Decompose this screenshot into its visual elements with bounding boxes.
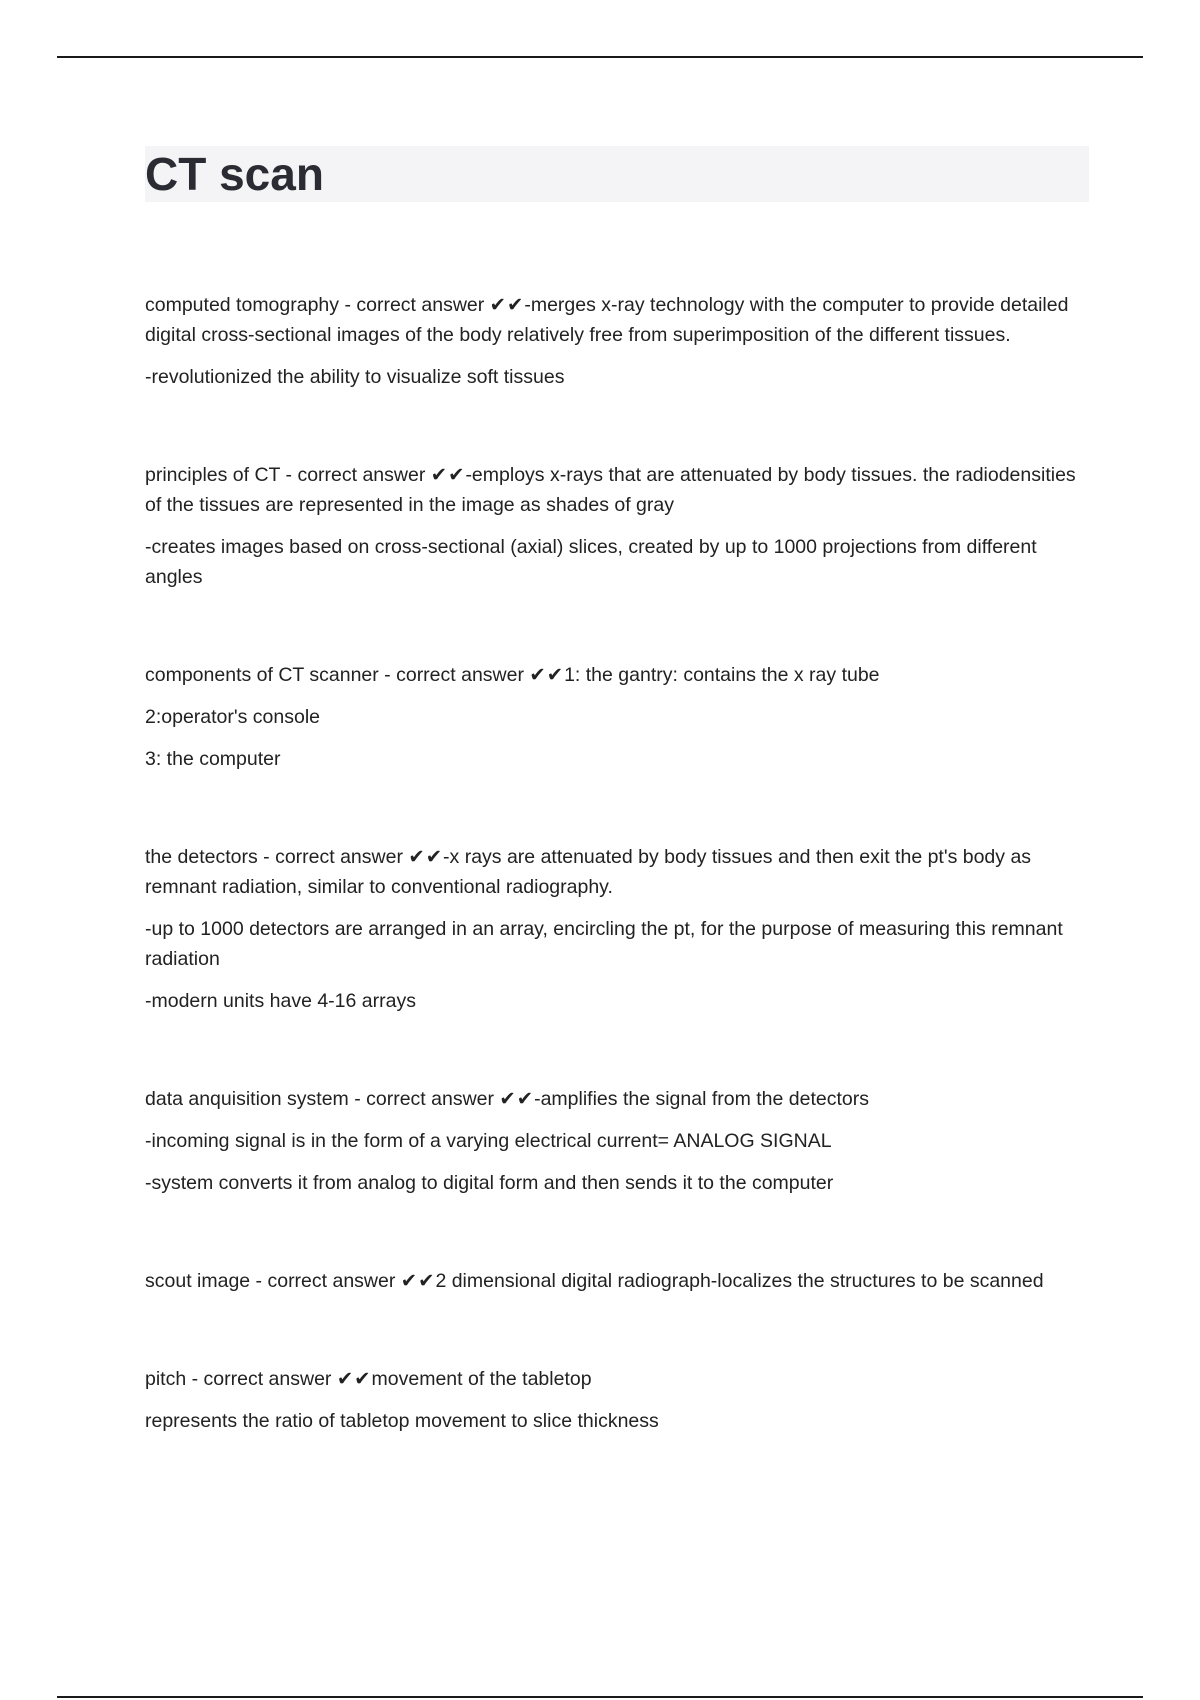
flashcard	[145, 1364, 1085, 1436]
flashcard	[145, 660, 1085, 774]
double-check-icon: ✔✔	[408, 846, 444, 868]
correct-answer-label: - correct answer	[339, 294, 490, 316]
answer-text: -revolutionized the ability to visualize soft tissues	[145, 366, 565, 388]
flashcard	[145, 1084, 1085, 1198]
flashcard-term: computed tomography	[145, 294, 340, 316]
flashcard-list	[145, 290, 1085, 1504]
flashcard-answer-line	[145, 986, 1085, 1016]
correct-answer-label: - correct answer	[348, 1088, 500, 1110]
answer-text: -merges x-ray technology with the computer to provide detailed digital cross-sectional images of the body relatively free from superimposition of the different tissues.	[145, 294, 1069, 346]
double-check-icon: ✔✔	[430, 464, 466, 486]
answer-text: -up to 1000 detectors are arranged in an array, encircling the pt, for the purpose of measuring this remnant radiation	[145, 918, 1063, 970]
correct-answer-label: - correct answer	[250, 1270, 401, 1292]
double-check-icon: ✔✔	[529, 664, 565, 686]
flashcard-answer-line	[145, 744, 1085, 774]
flashcard-question	[145, 1084, 1085, 1114]
answer-text: -amplifies the signal from the detectors	[534, 1088, 869, 1110]
flashcard-answer-line	[145, 1168, 1085, 1198]
answer-text: 3: the computer	[145, 748, 281, 770]
answer-text: -employs x-rays that are attenuated by body tissues. the radiodensities of the tissues are represented in the image as shades of gray	[145, 464, 1076, 516]
flashcard-term: the detectors	[145, 846, 258, 868]
correct-answer-label: - correct answer	[186, 1368, 337, 1390]
flashcard-answer-line	[145, 532, 1085, 592]
answer-text: 2:operator's console	[145, 706, 320, 728]
answer-text: -incoming signal is in the form of a varying electrical current= ANALOG SIGNAL	[145, 1130, 832, 1152]
flashcard-term: principles of CT	[145, 464, 281, 486]
flashcard-question	[145, 660, 1085, 690]
double-check-icon: ✔✔	[336, 1368, 372, 1390]
flashcard-answer-line	[145, 362, 1085, 392]
answer-text: -creates images based on cross-sectional (axial) slices, created by up to 1000 projections from different angles	[145, 536, 1037, 588]
flashcard	[145, 1266, 1085, 1296]
flashcard-question	[145, 460, 1085, 520]
answer-text: 1: the gantry: contains the x ray tube	[564, 664, 880, 686]
flashcard-answer-line	[145, 702, 1085, 732]
correct-answer-label: - correct answer	[280, 464, 431, 486]
flashcard	[145, 842, 1085, 1016]
top-rule	[57, 56, 1143, 58]
flashcard	[145, 460, 1085, 592]
flashcard-question	[145, 290, 1085, 350]
flashcard-term: pitch	[145, 1368, 187, 1390]
double-check-icon: ✔✔	[400, 1270, 436, 1292]
flashcard-question	[145, 1266, 1085, 1296]
page-title: CT scan	[145, 148, 324, 200]
answer-text: -x rays are attenuated by body tissues and then exit the pt's body as remnant radiation, similar to conventional radiography.	[145, 846, 1032, 898]
answer-text: -modern units have 4-16 arrays	[145, 990, 416, 1012]
flashcard-answer-line	[145, 1406, 1085, 1436]
double-check-icon: ✔✔	[499, 1088, 535, 1110]
answer-text: represents the ratio of tabletop movement to slice thickness	[145, 1410, 659, 1432]
flashcard-question	[145, 842, 1085, 902]
correct-answer-label: - correct answer	[257, 846, 409, 868]
correct-answer-label: - correct answer	[378, 664, 530, 686]
flashcard-answer-line	[145, 1126, 1085, 1156]
flashcard-question	[145, 1364, 1085, 1394]
flashcard	[145, 290, 1085, 392]
answer-text: 2 dimensional digital radiograph-localizes the structures to be scanned	[435, 1270, 1044, 1292]
flashcard-answer-line	[145, 914, 1085, 974]
bottom-rule	[57, 1696, 1143, 1698]
flashcard-term: components of CT scanner	[145, 664, 379, 686]
flashcard-term: scout image	[145, 1270, 251, 1292]
double-check-icon: ✔✔	[489, 294, 525, 316]
answer-text: movement of the tabletop	[371, 1368, 592, 1390]
flashcard-term: data anquisition system	[145, 1088, 349, 1110]
answer-text: -system converts it from analog to digital form and then sends it to the computer	[145, 1172, 834, 1194]
